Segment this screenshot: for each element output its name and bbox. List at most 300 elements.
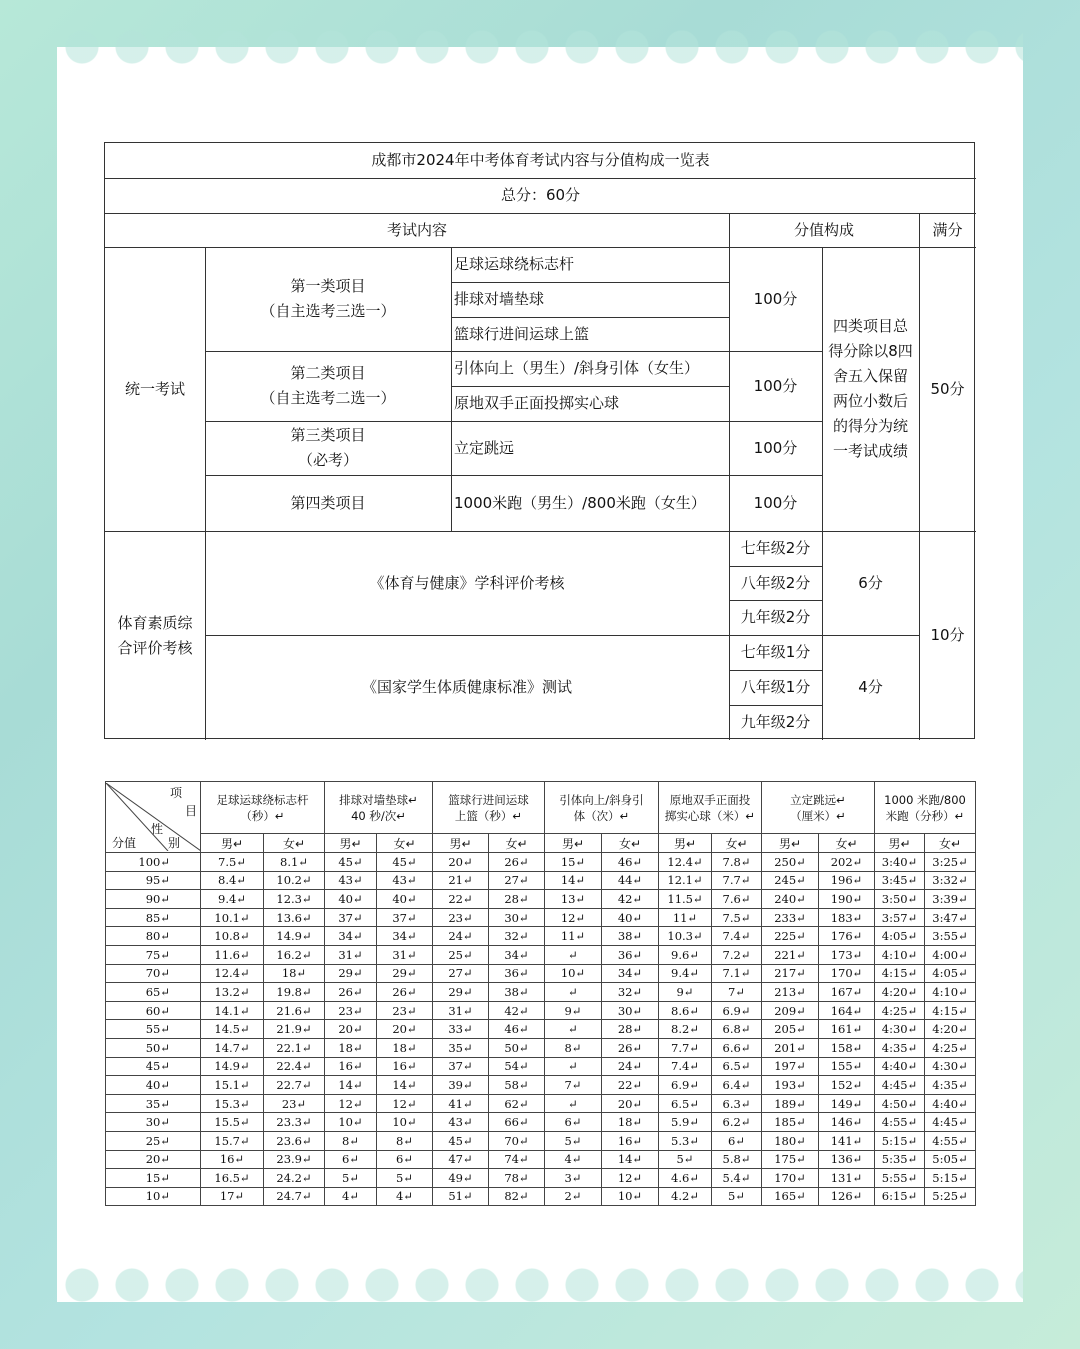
category-2-note: （自主选考二选一） bbox=[260, 389, 396, 407]
value-cell: 23.3↵ bbox=[264, 1113, 325, 1132]
value-cell: 28↵ bbox=[489, 890, 545, 909]
value-cell: 8.2↵ bbox=[659, 1020, 712, 1039]
value-cell: 6↵ bbox=[377, 1150, 433, 1169]
value-cell: 14.5↵ bbox=[201, 1020, 264, 1039]
value-cell: 4:35↵ bbox=[925, 1076, 976, 1095]
value-cell: 4:15↵ bbox=[925, 1001, 976, 1020]
value-cell: 31↵ bbox=[377, 945, 433, 964]
value-cell: 82↵ bbox=[489, 1187, 545, 1206]
value-cell: 136↵ bbox=[819, 1150, 875, 1169]
eval-1-grade-9: 九年级2分 bbox=[740, 608, 811, 626]
value-cell: 9.6↵ bbox=[659, 945, 712, 964]
col-run: 1000 米跑/800 米跑（分秒）↵ bbox=[875, 782, 976, 834]
value-cell: 25↵ bbox=[433, 945, 489, 964]
category-1 bbox=[205, 247, 451, 351]
value-cell: 21.6↵ bbox=[264, 1001, 325, 1020]
category-3-name: 第三类项目 bbox=[290, 426, 366, 444]
eval-1-name: 《体育与健康》学科评价考核 bbox=[369, 573, 565, 592]
value-cell: 58↵ bbox=[489, 1076, 545, 1095]
value-cell: 7.4↵ bbox=[712, 927, 762, 946]
value-cell: 41↵ bbox=[433, 1094, 489, 1113]
value-cell: 12↵ bbox=[602, 1169, 659, 1188]
value-cell: 23↵ bbox=[377, 1001, 433, 1020]
value-cell: 51↵ bbox=[433, 1187, 489, 1206]
value-cell: 3:39↵ bbox=[925, 890, 976, 909]
value-cell: 225↵ bbox=[762, 927, 819, 946]
value-cell: 14↵ bbox=[602, 1150, 659, 1169]
value-cell: 5↵ bbox=[712, 1187, 762, 1206]
value-cell: 193↵ bbox=[762, 1076, 819, 1095]
value-cell: ↵ bbox=[545, 983, 602, 1002]
value-cell: 7.1↵ bbox=[712, 964, 762, 983]
value-cell: 9.4↵ bbox=[659, 964, 712, 983]
value-cell: 5.9↵ bbox=[659, 1113, 712, 1132]
value-cell: 29↵ bbox=[377, 964, 433, 983]
value-cell: 6↵ bbox=[712, 1131, 762, 1150]
value-cell: 5:35↵ bbox=[875, 1150, 925, 1169]
value-cell: 6.6↵ bbox=[712, 1038, 762, 1057]
value-cell: 213↵ bbox=[762, 983, 819, 1002]
value-cell: 36↵ bbox=[602, 945, 659, 964]
value-cell: 34↵ bbox=[602, 964, 659, 983]
value-cell: 54↵ bbox=[489, 1057, 545, 1076]
score-cell: 90↵ bbox=[106, 890, 201, 909]
value-cell: 21↵ bbox=[433, 871, 489, 890]
score-cell: 75↵ bbox=[106, 945, 201, 964]
value-cell: 18↵ bbox=[602, 1113, 659, 1132]
value-cell: 12.4↵ bbox=[659, 853, 712, 872]
score-cell: 80↵ bbox=[106, 927, 201, 946]
value-cell: 14↵ bbox=[325, 1076, 377, 1095]
value-cell: 6.9↵ bbox=[712, 1001, 762, 1020]
value-cell: 7.4↵ bbox=[659, 1057, 712, 1076]
value-cell: 15.3↵ bbox=[201, 1094, 264, 1113]
value-cell: 31↵ bbox=[325, 945, 377, 964]
value-cell: 3:57↵ bbox=[875, 908, 925, 927]
gender-female: 女↵ bbox=[925, 834, 976, 853]
value-cell: 146↵ bbox=[819, 1113, 875, 1132]
col-basketball: 篮球行进间运球 上篮（秒）↵ bbox=[433, 782, 545, 834]
conversion-rule: 四类项目总 得分除以8四 舍五入保留 两位小数后 的得分为统 一考试成绩 bbox=[828, 317, 913, 460]
value-cell: 4↵ bbox=[377, 1187, 433, 1206]
value-cell: 14.1↵ bbox=[201, 1001, 264, 1020]
value-cell: 217↵ bbox=[762, 964, 819, 983]
value-cell: 5.3↵ bbox=[659, 1131, 712, 1150]
category-3-note: （必考） bbox=[297, 451, 358, 469]
value-cell: 4:45↵ bbox=[875, 1076, 925, 1095]
quality-label: 体育素质综 合评价考核 bbox=[117, 613, 193, 657]
value-cell: 209↵ bbox=[762, 1001, 819, 1020]
value-cell: 16.5↵ bbox=[201, 1169, 264, 1188]
item-pullup: 引体向上（男生）/斜身引体（女生） bbox=[454, 359, 700, 377]
eval-2-grade-8: 八年级1分 bbox=[740, 678, 811, 696]
table-row bbox=[106, 964, 976, 983]
value-cell: 245↵ bbox=[762, 871, 819, 890]
value-cell: 185↵ bbox=[762, 1113, 819, 1132]
table-row bbox=[106, 908, 976, 927]
value-cell: 26↵ bbox=[602, 1038, 659, 1057]
value-cell: 190↵ bbox=[819, 890, 875, 909]
value-cell: 20↵ bbox=[433, 853, 489, 872]
table-row bbox=[106, 890, 976, 909]
value-cell: 37↵ bbox=[377, 908, 433, 927]
value-cell: 14↵ bbox=[377, 1076, 433, 1095]
value-cell: 250↵ bbox=[762, 853, 819, 872]
value-cell: 4:05↵ bbox=[925, 964, 976, 983]
value-cell: 201↵ bbox=[762, 1038, 819, 1057]
value-cell: 4:30↵ bbox=[925, 1057, 976, 1076]
category-2 bbox=[205, 351, 451, 421]
value-cell: 240↵ bbox=[762, 890, 819, 909]
value-cell: 42↵ bbox=[489, 1001, 545, 1020]
value-cell: 16↵ bbox=[377, 1057, 433, 1076]
score-cell: 25↵ bbox=[106, 1131, 201, 1150]
value-cell: 43↵ bbox=[433, 1113, 489, 1132]
value-cell: 10.8↵ bbox=[201, 927, 264, 946]
value-cell: 22.4↵ bbox=[264, 1057, 325, 1076]
value-cell: 7.2↵ bbox=[712, 945, 762, 964]
score-cell: 55↵ bbox=[106, 1020, 201, 1039]
value-cell: 23.9↵ bbox=[264, 1150, 325, 1169]
value-cell: 49↵ bbox=[433, 1169, 489, 1188]
value-cell: 5↵ bbox=[659, 1150, 712, 1169]
value-cell: 27↵ bbox=[489, 871, 545, 890]
value-cell: 9.4↵ bbox=[201, 890, 264, 909]
table-row bbox=[106, 1038, 976, 1057]
value-cell: 26↵ bbox=[325, 983, 377, 1002]
value-cell: 23↵ bbox=[325, 1001, 377, 1020]
value-cell: 40↵ bbox=[377, 890, 433, 909]
value-cell: 4:40↵ bbox=[875, 1057, 925, 1076]
value-cell: 50↵ bbox=[489, 1038, 545, 1057]
value-cell: ↵ bbox=[545, 1057, 602, 1076]
value-cell: 34↵ bbox=[325, 927, 377, 946]
table-row bbox=[106, 1094, 976, 1113]
gender-header-row bbox=[106, 834, 976, 853]
value-cell: 27↵ bbox=[433, 964, 489, 983]
value-cell: 34↵ bbox=[489, 945, 545, 964]
value-cell: 66↵ bbox=[489, 1113, 545, 1132]
gender-male: 男↵ bbox=[659, 834, 712, 853]
value-cell: 17↵ bbox=[201, 1187, 264, 1206]
score-axis-label: 分值 bbox=[112, 836, 137, 850]
value-cell: 23.6↵ bbox=[264, 1131, 325, 1150]
value-cell: 5:15↵ bbox=[875, 1131, 925, 1150]
value-cell: 175↵ bbox=[762, 1150, 819, 1169]
value-cell: 22.1↵ bbox=[264, 1038, 325, 1057]
value-cell: 202↵ bbox=[819, 853, 875, 872]
value-cell: 5:05↵ bbox=[925, 1150, 976, 1169]
value-cell: 29↵ bbox=[325, 964, 377, 983]
value-cell: 176↵ bbox=[819, 927, 875, 946]
value-cell: 10↵ bbox=[325, 1113, 377, 1132]
gender-female: 女↵ bbox=[819, 834, 875, 853]
value-cell: 167↵ bbox=[819, 983, 875, 1002]
value-cell: 2↵ bbox=[545, 1187, 602, 1206]
item-football: 足球运球绕标志杆 bbox=[454, 255, 575, 273]
value-cell: 131↵ bbox=[819, 1169, 875, 1188]
value-cell: 45↵ bbox=[377, 853, 433, 872]
value-cell: 18↵ bbox=[264, 964, 325, 983]
value-cell: 3:40↵ bbox=[875, 853, 925, 872]
value-cell: 165↵ bbox=[762, 1187, 819, 1206]
header-full: 满分 bbox=[932, 220, 963, 239]
col-long-jump: 立定跳远↵ （厘米）↵ bbox=[762, 782, 875, 834]
value-cell: 7.8↵ bbox=[712, 853, 762, 872]
category-1-score: 100分 bbox=[753, 289, 798, 308]
unified-full-score: 50分 bbox=[930, 379, 965, 398]
value-cell: 18↵ bbox=[377, 1038, 433, 1057]
value-cell: 13.2↵ bbox=[201, 983, 264, 1002]
value-cell: 4:35↵ bbox=[875, 1038, 925, 1057]
value-cell: 170↵ bbox=[819, 964, 875, 983]
value-cell: 4:55↵ bbox=[875, 1113, 925, 1132]
header-content: 考试内容 bbox=[386, 220, 447, 239]
value-cell: 7.5↵ bbox=[201, 853, 264, 872]
value-cell: 35↵ bbox=[433, 1038, 489, 1057]
category-2-score: 100分 bbox=[753, 376, 798, 395]
scoring-standard-table bbox=[105, 781, 976, 1206]
value-cell: 4.6↵ bbox=[659, 1169, 712, 1188]
value-cell: 189↵ bbox=[762, 1094, 819, 1113]
value-cell: 24.7↵ bbox=[264, 1187, 325, 1206]
value-cell: 126↵ bbox=[819, 1187, 875, 1206]
value-cell: 15↵ bbox=[545, 853, 602, 872]
value-cell: 11.6↵ bbox=[201, 945, 264, 964]
value-cell: 30↵ bbox=[489, 908, 545, 927]
category-3 bbox=[205, 421, 451, 475]
value-cell: 155↵ bbox=[819, 1057, 875, 1076]
value-cell: 16.2↵ bbox=[264, 945, 325, 964]
value-cell: 183↵ bbox=[819, 908, 875, 927]
table-row bbox=[106, 945, 976, 964]
table-row bbox=[106, 927, 976, 946]
value-cell: 197↵ bbox=[762, 1057, 819, 1076]
score-cell: 70↵ bbox=[106, 964, 201, 983]
value-cell: 5.8↵ bbox=[712, 1150, 762, 1169]
gender-female: 女↵ bbox=[377, 834, 433, 853]
value-cell: 33↵ bbox=[433, 1020, 489, 1039]
item-basketball: 篮球行进间运球上篮 bbox=[454, 324, 590, 343]
value-cell: 4:50↵ bbox=[875, 1094, 925, 1113]
category-4-score: 100分 bbox=[753, 493, 798, 512]
col-volleyball: 排球对墙垫球↵ 40 秒/次↵ bbox=[325, 782, 433, 834]
value-cell: 7.5↵ bbox=[712, 908, 762, 927]
value-cell: 15.7↵ bbox=[201, 1131, 264, 1150]
gender-female: 女↵ bbox=[264, 834, 325, 853]
value-cell: 152↵ bbox=[819, 1076, 875, 1095]
table-row bbox=[106, 983, 976, 1002]
value-cell: 196↵ bbox=[819, 871, 875, 890]
table-row bbox=[106, 1001, 976, 1020]
value-cell: 37↵ bbox=[325, 908, 377, 927]
col-pullup: 引体向上/斜身引 体（次）↵ bbox=[545, 782, 659, 834]
table-row bbox=[106, 1150, 976, 1169]
value-cell: 15.5↵ bbox=[201, 1113, 264, 1132]
value-cell: 23↵ bbox=[264, 1094, 325, 1113]
value-cell: 30↵ bbox=[602, 1001, 659, 1020]
value-cell: 36↵ bbox=[489, 964, 545, 983]
value-cell: 4:20↵ bbox=[925, 1020, 976, 1039]
header-score: 分值构成 bbox=[793, 220, 854, 239]
value-cell: 62↵ bbox=[489, 1094, 545, 1113]
value-cell: 29↵ bbox=[433, 983, 489, 1002]
value-cell: 3↵ bbox=[545, 1169, 602, 1188]
gender-male: 男↵ bbox=[545, 834, 602, 853]
value-cell: 24.2↵ bbox=[264, 1169, 325, 1188]
eval-2-grade-9: 九年级2分 bbox=[740, 713, 811, 731]
value-cell: 8↵ bbox=[325, 1131, 377, 1150]
value-cell: 11↵ bbox=[545, 927, 602, 946]
value-cell: 180↵ bbox=[762, 1131, 819, 1150]
value-cell: 10↵ bbox=[545, 964, 602, 983]
value-cell: 6.4↵ bbox=[712, 1076, 762, 1095]
gender-female: 女↵ bbox=[712, 834, 762, 853]
value-cell: 158↵ bbox=[819, 1038, 875, 1057]
value-cell: 18↵ bbox=[325, 1038, 377, 1057]
table-row bbox=[106, 871, 976, 890]
score-cell: 30↵ bbox=[106, 1113, 201, 1132]
category-3-score: 100分 bbox=[753, 438, 798, 457]
value-cell: 5↵ bbox=[545, 1131, 602, 1150]
value-cell: 43↵ bbox=[377, 871, 433, 890]
value-cell: 161↵ bbox=[819, 1020, 875, 1039]
eval-2-score: 4分 bbox=[858, 678, 883, 696]
value-cell: 14↵ bbox=[545, 871, 602, 890]
quality-full-score: 10分 bbox=[930, 626, 965, 644]
value-cell: 4:10↵ bbox=[875, 945, 925, 964]
value-cell: 32↵ bbox=[489, 927, 545, 946]
table-row bbox=[106, 1187, 976, 1206]
value-cell: 4:30↵ bbox=[875, 1020, 925, 1039]
gender-male: 男↵ bbox=[201, 834, 264, 853]
value-cell: 14.9↵ bbox=[264, 927, 325, 946]
gender-male: 男↵ bbox=[762, 834, 819, 853]
item-run: 1000米跑（男生）/800米跑（女生） bbox=[454, 493, 706, 512]
value-cell: 34↵ bbox=[377, 927, 433, 946]
value-cell: 6.5↵ bbox=[659, 1094, 712, 1113]
gender-male: 男↵ bbox=[875, 834, 925, 853]
value-cell: 12.1↵ bbox=[659, 871, 712, 890]
table-row bbox=[106, 1113, 976, 1132]
value-cell: 45↵ bbox=[433, 1131, 489, 1150]
value-cell: 8.4↵ bbox=[201, 871, 264, 890]
value-cell: 7↵ bbox=[712, 983, 762, 1002]
category-1-name: 第一类项目 bbox=[290, 277, 366, 295]
value-cell: 42↵ bbox=[602, 890, 659, 909]
score-cell: 100↵ bbox=[106, 853, 201, 872]
value-cell: 5↵ bbox=[325, 1169, 377, 1188]
value-cell: 9↵ bbox=[545, 1001, 602, 1020]
value-cell: 20↵ bbox=[325, 1020, 377, 1039]
table-title: 成都市2024年中考体育考试内容与分值构成一览表 bbox=[371, 151, 710, 169]
value-cell: 43↵ bbox=[325, 871, 377, 890]
eval-1-grade-8: 八年级2分 bbox=[740, 573, 811, 592]
value-cell: 7.7↵ bbox=[659, 1038, 712, 1057]
score-cell: 95↵ bbox=[106, 871, 201, 890]
value-cell: 22↵ bbox=[602, 1076, 659, 1095]
value-cell: 22↵ bbox=[433, 890, 489, 909]
col-medicine-ball: 原地双手正面投 掷实心球（米）↵ bbox=[659, 782, 762, 834]
value-cell: 6.3↵ bbox=[712, 1094, 762, 1113]
value-cell: 3:50↵ bbox=[875, 890, 925, 909]
value-cell: 6↵ bbox=[545, 1113, 602, 1132]
table-row bbox=[106, 1020, 976, 1039]
unified-exam-label: 统一考试 bbox=[124, 379, 185, 398]
value-cell: 221↵ bbox=[762, 945, 819, 964]
value-cell: 12↵ bbox=[377, 1094, 433, 1113]
value-cell: 37↵ bbox=[433, 1057, 489, 1076]
value-cell: 205↵ bbox=[762, 1020, 819, 1039]
eval-1-score: 6分 bbox=[858, 573, 883, 592]
table-row bbox=[106, 1131, 976, 1150]
eval-2-grade-7: 七年级1分 bbox=[740, 643, 811, 661]
table-row bbox=[106, 1076, 976, 1095]
col-football: 足球运球绕标志杆 （秒）↵ bbox=[201, 782, 325, 834]
value-cell: ↵ bbox=[545, 1094, 602, 1113]
value-cell: 32↵ bbox=[602, 983, 659, 1002]
value-cell: 11↵ bbox=[659, 908, 712, 927]
value-cell: 4:15↵ bbox=[875, 964, 925, 983]
score-cell: 60↵ bbox=[106, 1001, 201, 1020]
value-cell: 9↵ bbox=[659, 983, 712, 1002]
value-cell: 78↵ bbox=[489, 1169, 545, 1188]
value-cell: 3:25↵ bbox=[925, 853, 976, 872]
value-cell: 20↵ bbox=[602, 1094, 659, 1113]
value-cell: 4:05↵ bbox=[875, 927, 925, 946]
value-cell: 40↵ bbox=[602, 908, 659, 927]
category-1-note: （自主选考三选一） bbox=[260, 302, 396, 320]
value-cell: 173↵ bbox=[819, 945, 875, 964]
value-cell: 10↵ bbox=[602, 1187, 659, 1206]
score-cell: 10↵ bbox=[106, 1187, 201, 1206]
value-cell: 4:20↵ bbox=[875, 983, 925, 1002]
value-cell: 12.4↵ bbox=[201, 964, 264, 983]
value-cell: 11.5↵ bbox=[659, 890, 712, 909]
value-cell: 3:55↵ bbox=[925, 927, 976, 946]
value-cell: 4:25↵ bbox=[875, 1001, 925, 1020]
score-cell: 85↵ bbox=[106, 908, 201, 927]
score-cell: 20↵ bbox=[106, 1150, 201, 1169]
value-cell: 6.2↵ bbox=[712, 1113, 762, 1132]
value-cell: 5↵ bbox=[377, 1169, 433, 1188]
value-cell: 4:45↵ bbox=[925, 1113, 976, 1132]
value-cell: 170↵ bbox=[762, 1169, 819, 1188]
value-cell: 45↵ bbox=[325, 853, 377, 872]
category-4-name: 第四类项目 bbox=[290, 493, 366, 512]
value-cell: 22.7↵ bbox=[264, 1076, 325, 1095]
value-cell: 6↵ bbox=[325, 1150, 377, 1169]
table-row bbox=[106, 1169, 976, 1188]
gender-female: 女↵ bbox=[489, 834, 545, 853]
value-cell: 38↵ bbox=[489, 983, 545, 1002]
value-cell: 233↵ bbox=[762, 908, 819, 927]
value-cell: 12↵ bbox=[545, 908, 602, 927]
value-cell: 47↵ bbox=[433, 1150, 489, 1169]
value-cell: 7.6↵ bbox=[712, 890, 762, 909]
value-cell: ↵ bbox=[545, 945, 602, 964]
category-2-name: 第二类项目 bbox=[290, 364, 366, 382]
value-cell: ↵ bbox=[545, 1020, 602, 1039]
table-row bbox=[106, 853, 976, 872]
value-cell: 8↵ bbox=[377, 1131, 433, 1150]
total-score: 总分：60分 bbox=[500, 186, 581, 204]
value-cell: 13.6↵ bbox=[264, 908, 325, 927]
value-cell: 16↵ bbox=[602, 1131, 659, 1150]
value-cell: 10.3↵ bbox=[659, 927, 712, 946]
score-cell: 45↵ bbox=[106, 1057, 201, 1076]
item-long-jump: 立定跳远 bbox=[454, 438, 515, 457]
